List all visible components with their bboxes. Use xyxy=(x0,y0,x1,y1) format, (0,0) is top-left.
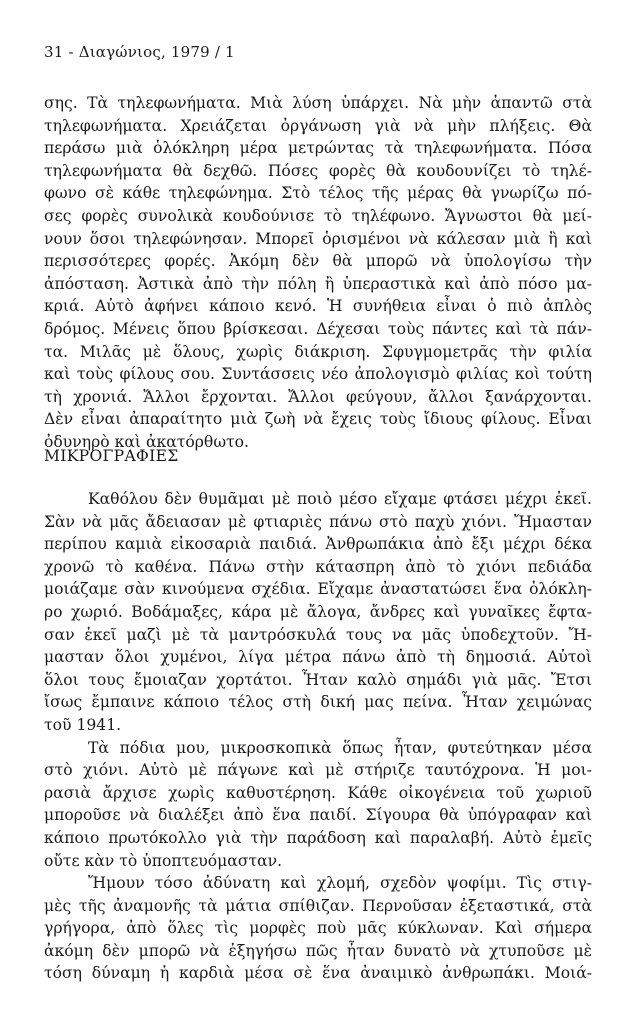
text-line: ρασιὰ ἄρχισε χωρὶς καθυστέρηση. Κάθε οἰκογένεια τοῦ χωριοῦ xyxy=(44,783,592,802)
text-line: γρήγορα, ἀπὸ ὅλες τὶς μορφὲς ποὺ μᾶς κύκλωναν. Καὶ σήμερα xyxy=(44,919,592,938)
text-line: μασταν ὅλοι χυμένοι, λίγα μέτρα πάνω ἀπὸ τὴ δημοσιά. Αὐτοὶ xyxy=(44,648,592,667)
section-heading: ΜΙΚΡΟΓΡΑΦΙΕΣ xyxy=(44,447,179,465)
text-line: τὴ χρονιά. Ἄλλοι ἔρχονται. Ἄλλοι φεύγουν, ἄλλοι ξανάρχονται. xyxy=(44,387,592,406)
text-line: δρόμος. Μένεις ὅπου βρίσκεσαι. Δέχεσαι τοὺς πάντες καὶ τὰ πάν- xyxy=(44,319,592,338)
text-line: φωνο σὲ κάθε τηλεφώνημα. Στὸ τέλος τῆς μέρας θὰ γνωρίζω πό- xyxy=(44,184,592,203)
text-line: τηλεφωνήματα. Χρειάζεται ὀργάνωση γιὰ νὰ μὴν πλήξεις. Θὰ xyxy=(44,116,592,135)
text-line: σαν ἐκεῖ μαζὶ μὲ τὰ μαντρόσκυλά τους να μᾶς ὑποδεχτοῦν. Ἤ- xyxy=(44,625,592,644)
paragraph-mikrografies xyxy=(44,488,592,985)
text-line: στὸ χιόνι. Αὐτὸ μὲ πάγωνε καὶ μὲ στήριζε ταυτόχρονα. Ἡ μοι- xyxy=(44,761,592,780)
text-line: καὶ τοὺς φίλους σου. Συντάσσεις νέο ἀπολογισμὸ φιλίας κοὶ τούτη xyxy=(44,365,592,384)
text-line: τα. Μιλᾶς μὲ ὅλους, χωρὶς διάκριση. Σφυγμομετρᾶς τὴν φιλία xyxy=(44,342,592,361)
text-line: περισσότερες φορές. Ἀκόμη δὲν θὰ μπορῶ νὰ ὑπολογίσω τὴν xyxy=(44,252,592,271)
text-line: μὲς τῆς ἀναμονῆς τὰ μάτια σπίθιζαν. Περνοῦσαν ἐξεταστικά, στὰ xyxy=(44,896,592,915)
text-line: ρο χωριό. Βοδάμαξες, κάρα μὲ ἄλογα, ἄνδρες καὶ γυναῖκες ἔφτα- xyxy=(44,602,592,621)
text-line: περάσω μιὰ ὁλόκληρη μέρα μετρώντας τὰ τηλεφωνήματα. Πόσα xyxy=(44,139,592,158)
paragraph-telephone-calls xyxy=(44,92,592,454)
text-line: σης. Τὰ τηλεφωνήματα. Μιὰ λύση ὑπάρχει. Νὰ μὴν ἀπαντῶ στὰ xyxy=(44,94,592,112)
text-line: Τὰ πόδια μου, μικροσκοπικὰ ὅπως ἦταν, φυτεύτηκαν μέσα xyxy=(88,738,592,757)
text-line: περίπου καμιὰ εἰκοσαριὰ παιδιά. Ἀνθρωπάκια ἀπὸ ἔξι μέχρι δέκα xyxy=(44,535,592,554)
text-line: Ἤμουν τόσο ἀδύνατη καὶ χλομή, σχεδὸν ψοφίμι. Τὶς στιγ- xyxy=(88,874,592,893)
text-line: Δὲν εἶναι ἀπαραίτητο μιὰ ζωὴ νὰ ἔχεις τοὺς ἴδιους φίλους. Εἶναι xyxy=(44,410,592,429)
text-line: μποροῦσε νὰ διαλέξει ἀπὸ ἕνα παιδί. Σίγουρα θὰ ὑπόγραφαν καὶ xyxy=(44,806,592,825)
text-line: τόση δύναμη ἡ καρδιὰ μέσα σὲ ἕνα ἀναιμικὸ ἀνθρωπάκι. Μοιά- xyxy=(44,964,592,983)
text-line: ὅλοι τους ἔμοιαζαν χορτάτοι. Ἦταν καλὸ σημάδι γιὰ μᾶς. Ἔτσι xyxy=(44,670,592,689)
text-line: ἀπόσταση. Ἀστικὰ ἀπὸ τὴν πόλη ἢ ὑπεραστικὰ καὶ ἀπὸ πόσο μα- xyxy=(44,274,592,293)
text-line: τοῦ 1941. xyxy=(44,715,122,734)
running-head: 31 - Διαγώνιος, 1979 / 1 xyxy=(44,43,235,61)
text-line: σες φορὲς συνολικὰ κουδούνισε τὸ τηλέφωνο. Ἄγνωστοι θὰ μεί- xyxy=(44,206,592,225)
text-line: Καθόλου δὲν θυμᾶμαι μὲ ποιὸ μέσο εἴχαμε φτάσει μέχρι ἐκεῖ. xyxy=(88,490,592,508)
text-line: χρονῶ τὸ καθένα. Πάνω στὴν κάτασπρη ἀπὸ τὸ χιόνι πεδιάδα xyxy=(44,557,592,576)
text-line: ἴσως ἔμπαινε κάποιο τέλος στὴ δική μας πείνα. Ἦταν χειμώνας xyxy=(44,693,592,712)
text-line: τηλεφωνήματα θὰ δεχθῶ. Πόσες φορὲς θὰ κουδουνίζει τὸ τηλέ- xyxy=(44,161,592,180)
text-line: νουν ὅσοι τηλεφώνησαν. Μπορεῖ ὁρισμένοι νὰ κάλεσαν μιὰ ἢ καὶ xyxy=(44,229,592,248)
text-line: Σὰν νὰ μᾶς ἄδειασαν μὲ φτιαριὲς πάνω στὸ παχὺ χιόνι. Ἤμασταν xyxy=(44,512,592,531)
text-line: κάποιο πρωτόκολλο γιὰ τὴν παράδοση καὶ παραλαβή. Αὐτὸ ἐμεῖς xyxy=(44,828,592,847)
text-line: κριά. Αὐτὸ ἀφήνει κάποιο κενό. Ἡ συνήθεια εἶναι ὁ πιὸ ἁπλὸς xyxy=(44,297,592,316)
text-line: μοιάζαμε σὰν κινούμενα σχέδια. Εἴχαμε ἀναστατώσει ἕνα ὁλόκλη- xyxy=(44,580,592,599)
text-line: ἀκόμη δὲν μπορῶ νὰ ἐξηγήσω πῶς ἦταν δυνατὸ νὰ χτυποῦσε μὲ xyxy=(44,941,592,960)
text-line: οὔτε κὰν τὸ ὑποπτευόμασταν. xyxy=(44,851,283,870)
text-line: ὀδυνηρὸ καὶ ἀκατόρθωτο. xyxy=(44,432,250,451)
